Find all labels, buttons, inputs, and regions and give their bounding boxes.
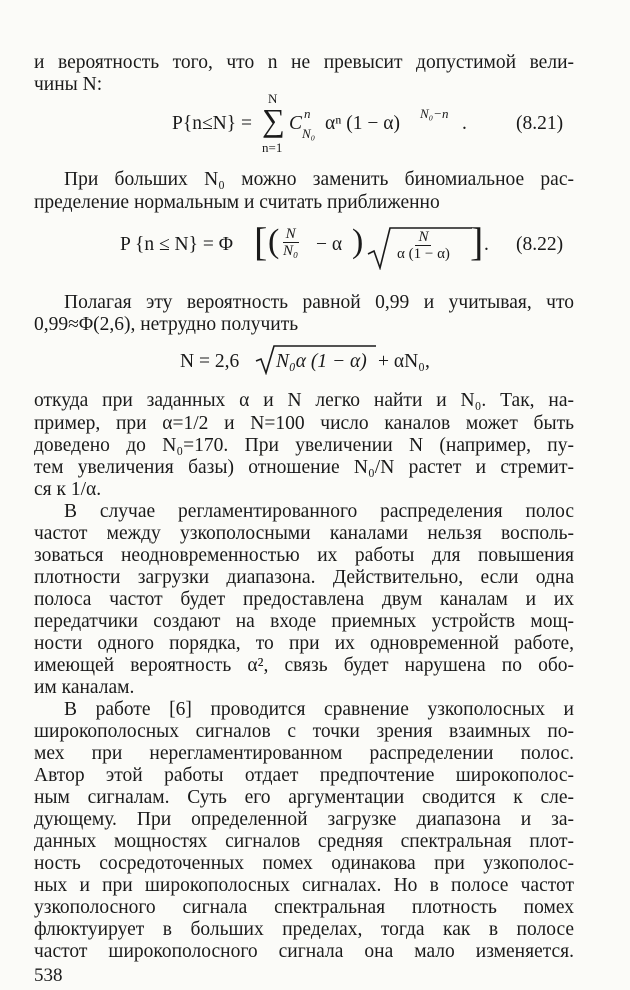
text-line: доведено до N₀=170. При увеличении N (например, пу- [34,435,574,456]
right-bracket: ] [470,219,484,264]
book-page: и вероятность того, что n не превысит допустимой вели- чины N: P{n≤N} = N ∑ n=1 C n N₀ αⁿ (1 − α) N₀−n . (8.21) При больших N₀ можно заменить биномиальное рас- пределение нормальным и считать приближенно P {n ≤ N} = Φ [ ( $\frac{N}{\text{N₀}}$ − α ) $\frac{N}{\alpha (1 - \alpha)}$ ] . (8.22) Полагая эту вероятность равной 0,99 и учитывая, что 0,99≈Φ(2,6), нетрудно получить N = 2,6 N₀α (1 − α) + αN₀, откуда при заданных α и N легко найти и N₀. Так, на- пример, при α=1/2 и N=100 число каналов может быть доведено до N₀=170. При увеличении N (например, пу- тем увеличения базы) отношение N₀/N растет и стремит- ся к 1/α. В случае регламентированного распределения полос частот между узкополосными каналами нельзя восполь- зоваться неодновременностью их работы для повышения плотности загрузки диапазона. Действительно, если одна полоса частот будет предоставлена двум каналам и их передатчики создают на входе приемных устройств мощ- ности одного порядка, то при их одновременной работе, имеющей вероятность α², связь будет нарушена по обо- им каналам. В работе [6] проводится сравнение узкополосных и широкополосных сигналов с точки зрения взаимных по- мех при нерегламентированном распределении полос. Автор этой работы отдает предпочтение широкополос- ным сигналам. Суть его аргументации сводится к сле- дующему. При определенной загрузке диапазона и за- данных мощностях сигналов средняя спектральная плот- ность сосредоточенных помех одинакова при узкополос- ных и при широкополосных сигналах. Но в полосе частот узкополосного сигнала спектральная плотность помех флюктуирует в больших пределах, тогда как в полосе частот широкополосного сигнала она мало изменяется. 538 [34,52,574,986]
text-line: В работе [6] проводится сравнение узкополосных и [64,699,574,720]
text-line: При больших N₀ можно заменить биномиальное рас- [64,169,574,190]
eq-rhs: + αN₀, [378,351,430,372]
text-line: флюктуирует в больших пределах, тогда как в полосе [34,919,574,940]
text-line: частот между узкополосными каналами нельзя восполь- [34,523,574,544]
equation-number: (8.22) [516,234,564,255]
radicand: N₀α (1 − α) [276,351,367,372]
sum-upper-limit: N [268,91,278,106]
text-line: чины N: [34,74,103,95]
text-line: пример, при α=1/2 и N=100 число каналов может быть [34,413,574,434]
text-line: ность сосредоточенных помех одинакова при узкополос- [34,853,574,874]
binomial-c: C [289,113,303,134]
text-line: частот широкополосного сигнала она мало изменяется. [34,941,574,962]
text-line: ным сигналам. Суть его аргументации сводится к сле- [34,787,574,808]
binomial-sup: n [304,106,311,121]
text-line: 0,99≈Φ(2,6), нетрудно получить [34,314,299,335]
text-line: имеющей вероятность α², связь будет нарушена по обо- [34,655,574,676]
text-line: плотности загрузки диапазона. Действительно, если одна [34,567,574,588]
text-line: ся к 1/α. [34,479,102,500]
text-line: ных и при широкополосных сигналах. Но в полосе частот [34,875,574,896]
text-line: ности одного порядка, то при их одновременной работе, [34,633,574,654]
text-line: тем увеличения базы) отношение N₀/N растет и стремит- [34,457,574,478]
text-line: дующему. При определенной загрузке диапазона и за- [34,809,574,830]
eq-term: αⁿ (1 − α) [325,113,400,134]
text-line: пределение нормальным и считать приближенно [34,192,440,213]
text-line: зоваться неодновременностью их работы для повышения [34,545,574,566]
eq-lhs: N = 2,6 [180,351,240,372]
binomial-sub: N₀ [302,126,316,141]
right-paren: ) [352,223,364,260]
minus-alpha: − α [316,234,343,255]
text-line: передатчики создают на входе приемных устройств мощ- [34,611,574,632]
text-line: откуда при заданных α и N легко найти и N₀. Так, на- [34,390,574,411]
fraction-n-over-alpha: $\frac{N}{\alpha (1 - \alpha)}$ [397,229,450,262]
text-line: и вероятность того, что n не превысит допустимой вели- [34,52,574,73]
text-line: мех при нерегламентированном распределении полос. [34,743,574,764]
sum-symbol: ∑ [262,102,285,138]
text-line: В случае регламентированного распределения полос [64,501,574,522]
eq-exponent: N₀−n [420,106,449,121]
eq-period: . [462,113,467,134]
equation-number: (8.21) [516,113,564,134]
eq-lhs: P {n ≤ N} = Φ [120,234,234,255]
text-line: Автор этой работы отдает предпочтение широкополос- [34,765,574,786]
eq-lhs: P{n≤N} = [172,113,252,134]
text-line: данных мощностях сигналов средняя спектральная плот- [34,831,574,852]
left-bracket: [ [254,219,268,264]
text-line: полоса частот будет предоставлена двум каналам и их [34,589,574,610]
fraction-n-over-n0: $\frac{N}{\text{N₀}}$ [283,226,299,259]
text-line: узкополосного сигнала спектральная плотность помех [34,897,574,918]
text-line: им каналам. [34,677,135,698]
left-paren: ( [268,223,280,260]
sum-lower-limit: n=1 [262,140,283,155]
text-line: Полагая эту вероятность равной 0,99 и учитывая, что [64,292,574,313]
page-number: 538 [34,965,63,986]
text-line: широкополосных сигналов с точки зрения взаимных по- [34,721,574,742]
